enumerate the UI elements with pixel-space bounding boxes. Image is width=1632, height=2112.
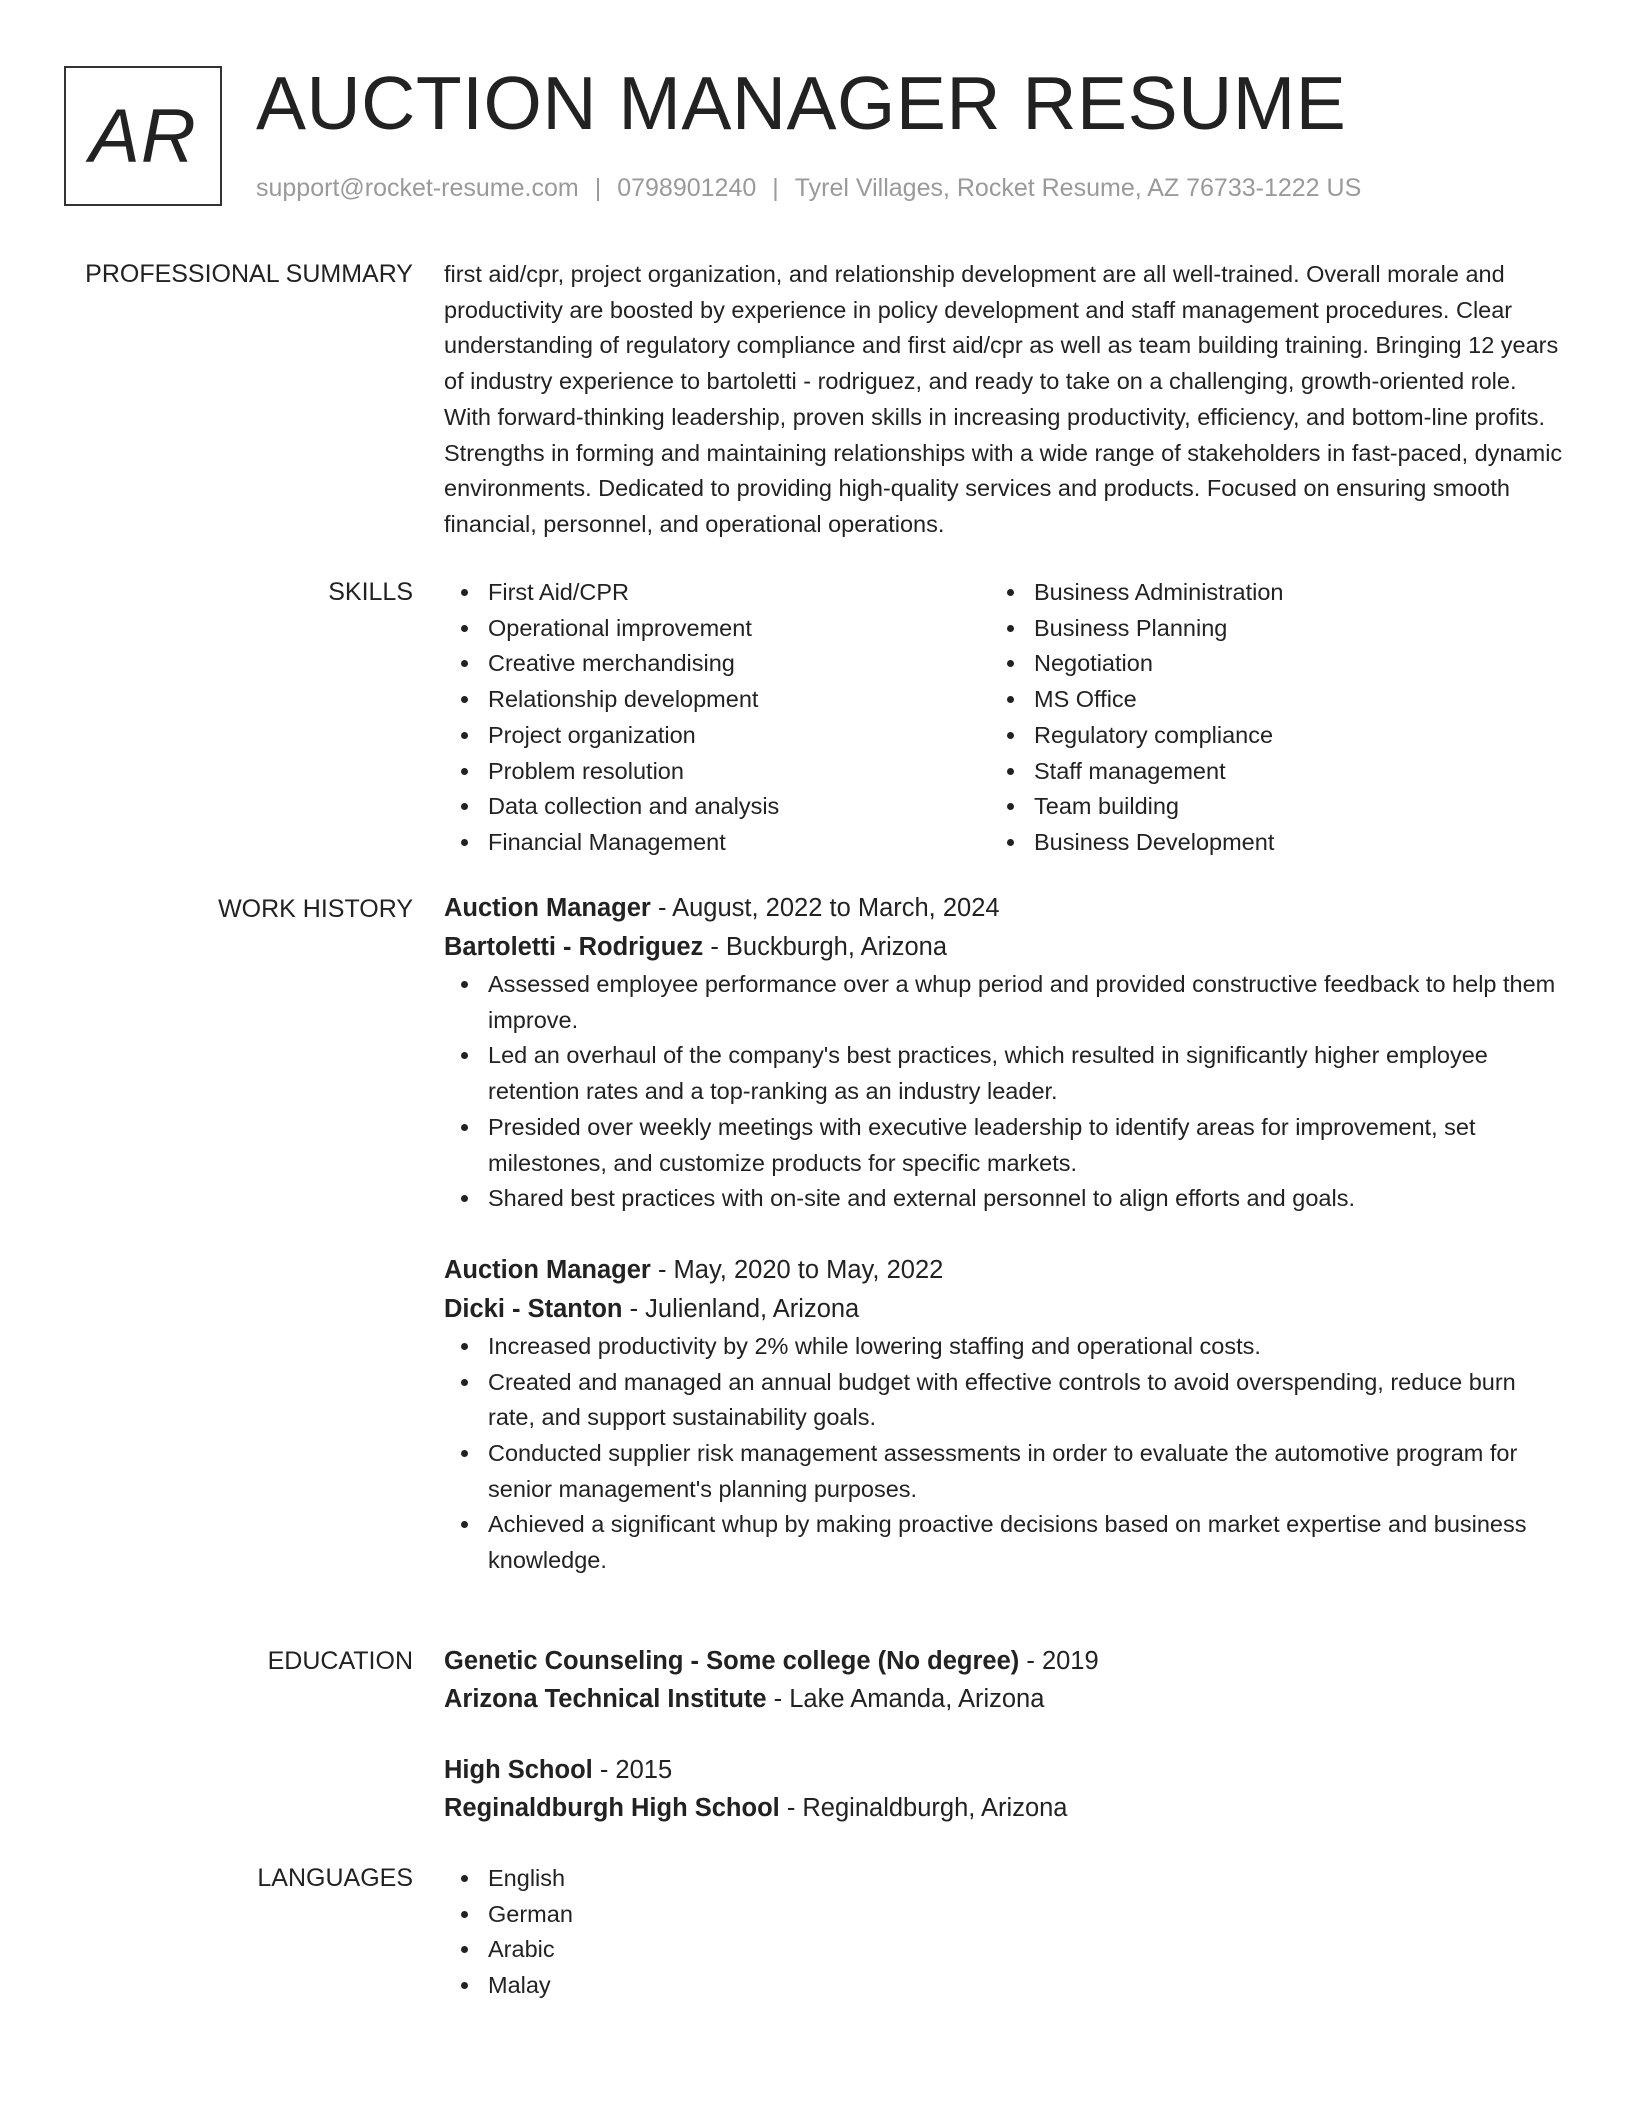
education-year: - 2019 <box>1019 1647 1099 1675</box>
education-degree: Genetic Counseling - Some college (No degree) <box>444 1647 1020 1675</box>
skill-item: Regulatory compliance <box>990 718 1536 754</box>
job-entry <box>444 1251 1564 1579</box>
job-dates: - August, 2022 to March, 2024 <box>650 894 1000 922</box>
skills-grid <box>444 575 1564 861</box>
job-company: Bartoletti - Rodriguez <box>444 933 704 961</box>
skill-item: Project organization <box>444 718 990 754</box>
section-heading-education: EDUCATION <box>267 1647 413 1675</box>
resume-title: AUCTION MANAGER RESUME <box>256 61 1347 145</box>
education-degree: High School <box>444 1756 593 1784</box>
skill-item: Operational improvement <box>444 611 990 647</box>
job-bullet: Assessed employee performance over a whup period and provided constructive feedback to help them improve. <box>444 967 1564 1038</box>
languages-list <box>444 1861 1564 2004</box>
languages-body <box>444 1861 1564 2004</box>
skill-item: Negotiation <box>990 646 1536 682</box>
education-year: - 2015 <box>592 1756 673 1784</box>
skills-body <box>444 575 1564 861</box>
job-bullet: Shared best practices with on-site and external personnel to align efforts and goals. <box>444 1181 1564 1217</box>
contact-separator: | <box>772 174 779 202</box>
skill-item: Business Planning <box>990 611 1536 647</box>
job-bullet: Increased productivity by 2% while lowering staffing and operational costs. <box>444 1329 1564 1365</box>
job-title-line <box>444 889 1564 928</box>
contact-email[interactable]: support@rocket-resume.com <box>256 174 579 202</box>
skills-list-right <box>990 575 1536 861</box>
education-location: - Reginaldburgh, Arizona <box>779 1794 1068 1822</box>
skill-item: Financial Management <box>444 825 990 861</box>
skill-item: Staff management <box>990 754 1536 790</box>
education-location: - Lake Amanda, Arizona <box>766 1685 1045 1713</box>
skill-item: Team building <box>990 789 1536 825</box>
contact-separator: | <box>594 174 602 202</box>
skill-item: Creative merchandising <box>444 646 990 682</box>
job-company: Dicki - Stanton <box>444 1294 623 1323</box>
section-heading-skills: SKILLS <box>328 578 413 606</box>
education-degree-line <box>444 1751 1564 1789</box>
section-heading-summary: PROFESSIONAL SUMMARY <box>85 260 413 288</box>
education-degree-line <box>444 1642 1564 1680</box>
contact-address: Tyrel Villages, Rocket Resume, AZ 76733-1222 US <box>794 174 1362 202</box>
skill-item: Problem resolution <box>444 754 990 790</box>
education-body <box>444 1642 1564 1827</box>
skill-item: Business Administration <box>990 575 1536 611</box>
work-history-body <box>444 889 1564 1579</box>
job-bullets <box>444 967 1564 1217</box>
education-entry <box>444 1642 1564 1718</box>
education-school: Reginaldburgh High School <box>444 1794 780 1822</box>
skill-item: Business Development <box>990 825 1536 861</box>
summary-text: first aid/cpr, project organization, and relationship development are all well-trained. Overall morale and productivity are boosted by experience in policy development and staff management procedures. Clear understanding of regulatory compliance and first aid/cpr as well as team building training. Bringing 12 years of industry experience to bartoletti - rodriguez, and ready to take on a challenging, growth-oriented role. With forward-thinking leadership, proven skills in increasing productivity, efficiency, and bottom-line profits. Strengths in forming and maintaining relationships with a wide range of stakeholders in fast-paced, dynamic environments. Dedicated to providing high-quality services and products. Focused on ensuring smooth financial, personnel, and operational operations. <box>444 261 1563 537</box>
skill-item: MS Office <box>990 682 1536 718</box>
skills-list-left <box>444 575 990 861</box>
monogram-box <box>64 66 222 206</box>
job-dates: - May, 2020 to May, 2022 <box>650 1255 944 1284</box>
job-bullets <box>444 1329 1564 1579</box>
job-location: - Buckburgh, Arizona <box>703 933 948 961</box>
skill-item: Relationship development <box>444 682 990 718</box>
language-item: German <box>444 1897 1564 1933</box>
monogram-initials: AR <box>89 93 197 179</box>
job-entry <box>444 889 1564 1217</box>
education-school-line <box>444 1789 1564 1827</box>
job-company-line <box>444 928 1564 967</box>
education-school: Arizona Technical Institute <box>444 1685 767 1713</box>
contact-phone[interactable]: 0798901240 <box>617 174 757 202</box>
summary-body <box>444 257 1564 543</box>
language-item: Arabic <box>444 1932 1564 1968</box>
job-location: - Julienland, Arizona <box>622 1294 860 1323</box>
language-item: Malay <box>444 1968 1564 2004</box>
language-item: English <box>444 1861 1564 1897</box>
job-title-line <box>444 1251 1564 1290</box>
contact-line <box>256 174 1361 203</box>
job-bullet: Achieved a significant whup by making proactive decisions based on market expertise and business knowledge. <box>444 1507 1564 1578</box>
job-bullet: Created and managed an annual budget with effective controls to avoid overspending, reduce burn rate, and support sustainability goals. <box>444 1365 1564 1436</box>
job-bullet: Presided over weekly meetings with executive leadership to identify areas for improvement, set milestones, and customize products for specific markets. <box>444 1110 1564 1181</box>
education-school-line <box>444 1680 1564 1718</box>
education-entry <box>444 1751 1564 1827</box>
job-bullet: Led an overhaul of the company's best practices, which resulted in significantly higher employee retention rates and a top-ranking as an industry leader. <box>444 1038 1564 1109</box>
job-bullet: Conducted supplier risk management assessments in order to evaluate the automotive program for senior management's planning purposes. <box>444 1436 1564 1507</box>
skill-item: Data collection and analysis <box>444 789 990 825</box>
section-heading-work-history: WORK HISTORY <box>218 895 413 923</box>
job-title: Auction Manager <box>444 1255 651 1284</box>
section-heading-languages: LANGUAGES <box>257 1864 413 1892</box>
job-title: Auction Manager <box>444 894 651 922</box>
job-company-line <box>444 1290 1564 1329</box>
skill-item: First Aid/CPR <box>444 575 990 611</box>
